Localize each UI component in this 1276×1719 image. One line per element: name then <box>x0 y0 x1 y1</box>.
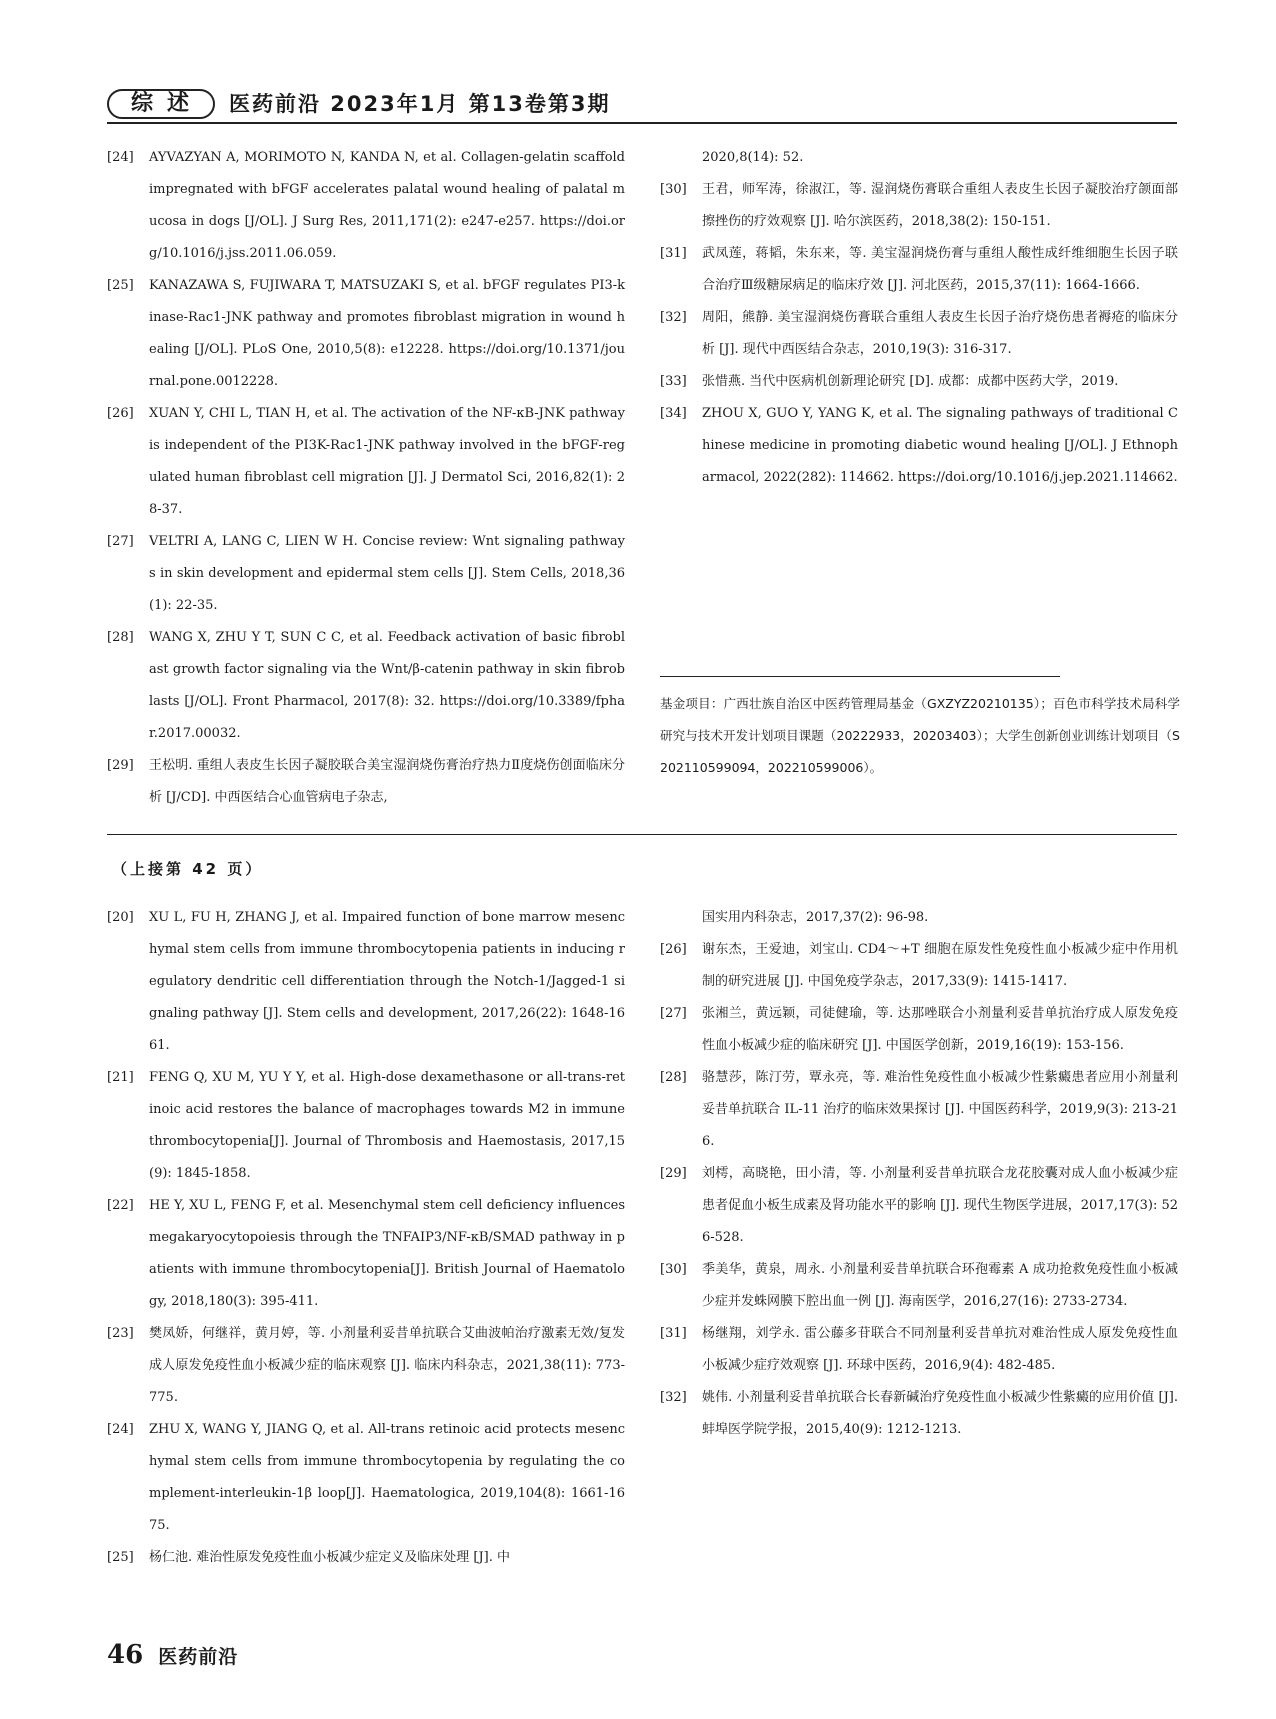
reference-text: 姚伟. 小剂量利妥昔单抗联合长春新碱治疗免疫性血小板减少性紫癜的应用价值 [J]. 蚌埠医学院学报，2015,40(9): 1212-1213. <box>702 1390 1178 1437</box>
reference-text: 杨仁池. 难治性原发免疫性血小板减少症定义及临床处理 [J]. 中 <box>149 1550 511 1565</box>
reference-number: [33] <box>660 374 687 389</box>
reference-number: [32] <box>660 310 687 325</box>
page-number: 46 <box>107 1640 144 1670</box>
reference-text: KANAZAWA S, FUJIWARA T, MATSUZAKI S, et al. bFGF regulates PI3-kinase-Rac1-JNK pathway and promotes fibroblast migration in wound healing [J/OL]. PLoS One, 2010,5(8): e12228. https://doi.org/10.1371/journal.pone.0012228. <box>149 278 625 389</box>
reference-item <box>107 1542 625 1574</box>
reference-number: [30] <box>660 1262 687 1277</box>
references-top-right <box>660 142 1178 494</box>
reference-list <box>660 174 1178 494</box>
reference-text: 王君，师军涛，徐淑江，等. 湿润烧伤膏联合重组人表皮生长因子凝胶治疗颌面部擦挫伤的疗效观察 [J]. 哈尔滨医药，2018,38(2): 150-151. <box>702 182 1178 229</box>
reference-item <box>660 398 1178 494</box>
reference-text: 刘樗，高晓艳，田小清，等. 小剂量利妥昔单抗联合龙花胶囊对成人血小板减少症患者促血小板生成素及肾功能水平的影响 [J]. 现代生物医学进展，2017,17(3): 526-528. <box>702 1166 1178 1245</box>
reference-number: [26] <box>660 942 687 957</box>
reference-item <box>107 270 625 398</box>
reference-text: 周阳，熊静. 美宝湿润烧伤膏联合重组人表皮生长因子治疗烧伤患者褥疮的临床分析 [J]. 现代中西医结合杂志，2010,19(3): 316-317. <box>702 310 1178 357</box>
reference-item <box>660 998 1178 1062</box>
reference-number: [23] <box>107 1326 134 1341</box>
reference-item <box>660 1158 1178 1254</box>
reference-item <box>107 1190 625 1318</box>
reference-item <box>660 366 1178 398</box>
references-bottom-right <box>660 902 1178 1446</box>
section-divider <box>107 834 1177 835</box>
reference-list <box>660 934 1178 1446</box>
section-badge: 综述 <box>107 89 215 119</box>
reference-number: [27] <box>660 1006 687 1021</box>
reference-continuation: 2020,8(14): 52. <box>702 150 804 165</box>
reference-item <box>107 1414 625 1542</box>
footer-journal-name: 医药前沿 <box>158 1646 239 1668</box>
page-footer <box>107 1640 238 1670</box>
reference-number: [29] <box>660 1166 687 1181</box>
reference-item <box>660 1382 1178 1446</box>
reference-text: FENG Q, XU M, YU Y Y, et al. High-dose dexamethasone or all-trans-retinoic acid restores the balance of macrophages towards M2 in immune thrombocytopenia[J]. Journal of Thrombosis and Haemostasis, 2017,15(9): 1845-1858. <box>149 1070 625 1181</box>
funding-rule <box>660 676 1060 677</box>
reference-item <box>107 750 625 814</box>
reference-number: [22] <box>107 1198 134 1213</box>
reference-number: [31] <box>660 1326 687 1341</box>
reference-number: [24] <box>107 150 134 165</box>
reference-text: HE Y, XU L, FENG F, et al. Mesenchymal stem cell deficiency influences megakaryocytopoiesis through the TNFAIP3/NF-κB/SMAD pathway in patients with immune thrombocytopenia[J]. British Journal of Haematology, 2018,180(3): 395-411. <box>149 1198 625 1309</box>
reference-item <box>107 398 625 526</box>
reference-item <box>660 238 1178 302</box>
reference-item <box>660 1318 1178 1382</box>
reference-item <box>107 902 625 1062</box>
reference-item <box>107 622 625 750</box>
reference-item <box>107 142 625 270</box>
reference-text: 杨继翔，刘学永. 雷公藤多苷联合不同剂量利妥昔单抗对难治性成人原发免疫性血小板减少症疗效观察 [J]. 环球中医药，2016,9(4): 482-485. <box>702 1326 1178 1373</box>
reference-number: [29] <box>107 758 134 773</box>
reference-number: [28] <box>660 1070 687 1085</box>
reference-item <box>660 174 1178 238</box>
funding-note: 基金项目：广西壮族自治区中医药管理局基金（GXZYZ20210135）；百色市科学技术局科学研究与技术开发计划项目课题（20222933，20203403）；大学生创新创业训练计划项目（S202110599094，202210599006）。 <box>660 696 1180 775</box>
reference-text: 季美华，黄泉，周永. 小剂量利妥昔单抗联合环孢霉素 A 成功抢救免疫性血小板减少症并发蛛网膜下腔出血一例 [J]. 海南医学，2016,27(16): 2733-2734. <box>702 1262 1178 1309</box>
reference-text: WANG X, ZHU Y T, SUN C C, et al. Feedback activation of basic fibroblast growth factor signaling via the Wnt/β-catenin pathway in skin fibroblasts [J/OL]. Front Pharmacol, 2017(8): 32. https://doi.org/10.3389/fphar.2017.00032. <box>149 630 625 741</box>
reference-text: 樊凤娇，何继祥，黄月婷，等. 小剂量利妥昔单抗联合艾曲波帕治疗激素无效/复发成人原发免疫性血小板减少症的临床观察 [J]. 临床内科杂志，2021,38(11): 773-775. <box>149 1326 625 1405</box>
reference-number: [32] <box>660 1390 687 1405</box>
reference-number: [28] <box>107 630 134 645</box>
reference-item <box>660 1062 1178 1158</box>
reference-continuation: 国实用内科杂志，2017,37(2): 96-98. <box>702 910 929 925</box>
reference-number: [25] <box>107 1550 134 1565</box>
reference-number: [27] <box>107 534 134 549</box>
reference-text: XUAN Y, CHI L, TIAN H, et al. The activation of the NF-κB-JNK pathway is independent of the PI3K-Rac1-JNK pathway involved in the bFGF-regulated human fibroblast cell migration [J]. J Dermatol Sci, 2016,82(1): 28-37. <box>149 406 625 517</box>
reference-text: AYVAZYAN A, MORIMOTO N, KANDA N, et al. Collagen-gelatin scaffold impregnated with bFGF accelerates palatal wound healing of palatal mucosa in dogs [J/OL]. J Surg Res, 2011,171(2): e247-e257. https://doi.org/10.1016/j.jss.2011.06.059. <box>149 150 625 261</box>
reference-item <box>107 526 625 622</box>
references-bottom-left <box>107 902 625 1574</box>
reference-text: ZHOU X, GUO Y, YANG K, et al. The signaling pathways of traditional Chinese medicine in promoting diabetic wound healing [J/OL]. J Ethnopharmacol, 2022(282): 114662. https://doi.org/10.1016/j.jep.2021.114662. <box>702 406 1178 485</box>
reference-number: [25] <box>107 278 134 293</box>
reference-text: ZHU X, WANG Y, JIANG Q, et al. All-trans retinoic acid protects mesenchymal stem cells from immune thrombocytopenia by regulating the complement-interleukin-1β loop[J]. Haematologica, 2019,104(8): 1661-1675. <box>149 1422 625 1533</box>
reference-text: 张惜燕. 当代中医病机创新理论研究 [D]. 成都：成都中医药大学，2019. <box>702 374 1119 389</box>
reference-number: [20] <box>107 910 134 925</box>
journal-issue-info: 医药前沿 2023年1月 第13卷第3期 <box>229 92 611 116</box>
page-header <box>107 86 1177 126</box>
reference-text: 武凤莲，蒋韬，朱东来，等. 美宝湿润烧伤膏与重组人酸性成纤维细胞生长因子联合治疗Ⅲ级糖尿病足的临床疗效 [J]. 河北医药，2015,37(11): 1664-1666. <box>702 246 1178 293</box>
continued-from-label: （上接第 42 页） <box>112 860 264 878</box>
reference-number: [31] <box>660 246 687 261</box>
reference-item <box>660 302 1178 366</box>
reference-number: [30] <box>660 182 687 197</box>
reference-text: XU L, FU H, ZHANG J, et al. Impaired function of bone marrow mesenchymal stem cells from immune thrombocytopenia patients in inducing regulatory dendritic cell differentiation through the Notch-1/Jagged-1 signaling pathway [J]. Stem cells and development, 2017,26(22): 1648-1661. <box>149 910 625 1053</box>
reference-number: [24] <box>107 1422 134 1437</box>
reference-text: 张湘兰，黄远颖，司徒健瑜，等. 达那唑联合小剂量利妥昔单抗治疗成人原发免疫性血小板减少症的临床研究 [J]. 中国医学创新，2019,16(19): 153-156. <box>702 1006 1178 1053</box>
reference-item <box>660 1254 1178 1318</box>
header-rule <box>107 122 1177 124</box>
reference-number: [21] <box>107 1070 134 1085</box>
reference-number: [26] <box>107 406 134 421</box>
reference-text: VELTRI A, LANG C, LIEN W H. Concise review: Wnt signaling pathways in skin development and epidermal stem cells [J]. Stem Cells, 2018,36(1): 22-35. <box>149 534 625 613</box>
reference-text: 王松明. 重组人表皮生长因子凝胶联合美宝湿润烧伤膏治疗热力Ⅱ度烧伤创面临床分析 [J/CD]. 中西医结合心血管病电子杂志, <box>149 758 625 805</box>
reference-text: 谢东杰，王爱迪，刘宝山. CD4～+T 细胞在原发性免疫性血小板减少症中作用机制的研究进展 [J]. 中国免疫学杂志，2017,33(9): 1415-1417. <box>702 942 1178 989</box>
reference-number: [34] <box>660 406 687 421</box>
reference-item <box>107 1062 625 1190</box>
reference-text: 骆慧莎，陈汀劳，覃永亮，等. 难治性免疫性血小板减少性紫癜患者应用小剂量利妥昔单抗联合 IL-11 治疗的临床效果探讨 [J]. 中国医药科学，2019,9(3): 213-216. <box>702 1070 1178 1149</box>
reference-item <box>660 934 1178 998</box>
references-top-left <box>107 142 625 814</box>
reference-item <box>107 1318 625 1414</box>
